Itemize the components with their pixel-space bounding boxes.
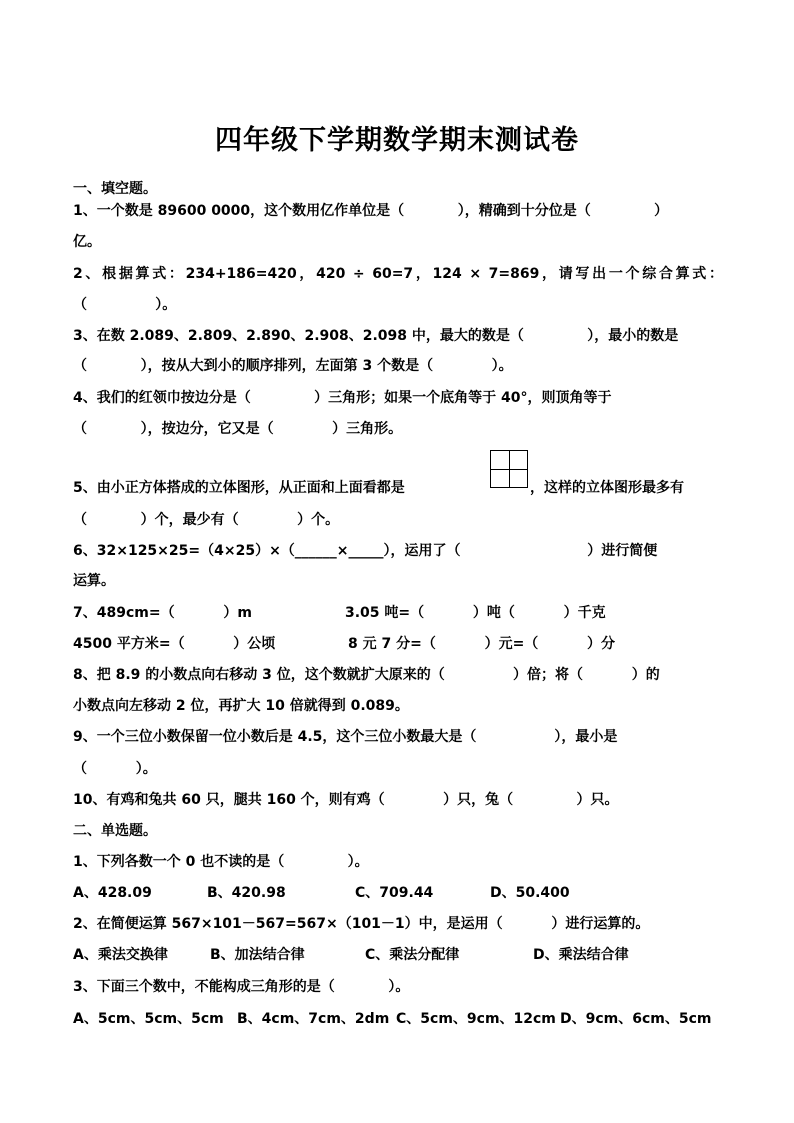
section-fill-heading: 一、填空题。	[73, 181, 157, 197]
page-title: 四年级下学期数学期末测试卷	[215, 125, 579, 156]
question-7-line-1-right: 3.05 吨=（ ）吨（ ）千克	[345, 605, 606, 621]
choice-2-option-b: B、加法结合律	[210, 947, 305, 963]
question-7-line-2-right: 8 元 7 分=（ ）元=（ ）分	[348, 636, 616, 652]
choice-2-option-d: D、乘法结合律	[533, 947, 629, 963]
question-6-line-2: 运算。	[73, 573, 115, 589]
question-3-line-2: （ ），按从大到小的顺序排列，左面第 3 个数是（ ）。	[73, 358, 513, 374]
square-grid-figure	[490, 450, 528, 488]
question-9-line-1: 9、一个三位小数保留一位小数后是 4.5，这个三位小数最大是（ ），最小是	[73, 729, 618, 745]
question-9-line-2: （ ）。	[73, 761, 157, 777]
choice-1-option-b: B、420.98	[207, 885, 286, 901]
question-3-line-1: 3、在数 2.089、2.809、2.890、2.908、2.098 中，最大的数是（ ），最小的数是	[73, 328, 679, 344]
choice-3-option-c: C、5cm、9cm、12cm	[396, 1011, 556, 1027]
question-10: 10、有鸡和兔共 60 只，腿共 160 个，则有鸡（ ）只，兔（ ）只。	[73, 792, 619, 808]
choice-2-question: 2、在简便运算 567×101－567=567×（101－1）中，是运用（ ）进行运算的。	[73, 916, 650, 932]
question-4-line-2: （ ），按边分，它又是（ ）三角形。	[73, 421, 403, 437]
grid-horizontal-divider	[491, 469, 527, 470]
choice-2-option-c: C、乘法分配律	[365, 947, 460, 963]
question-4-line-1: 4、我们的红领巾按边分是（ ）三角形；如果一个底角等于 40°，则顶角等于	[73, 390, 612, 406]
question-7-line-2-left: 4500 平方米=（ ）公顷	[73, 636, 276, 652]
choice-3-option-d: D、9cm、6cm、5cm	[560, 1011, 712, 1027]
choice-3-option-a: A、5cm、5cm、5cm	[73, 1011, 224, 1027]
choice-1-question: 1、下列各数一个 0 也不读的是（ ）。	[73, 854, 369, 870]
question-1-line-2: 亿。	[73, 234, 101, 250]
choice-1-option-a: A、428.09	[73, 885, 152, 901]
choice-1-option-c: C、709.44	[355, 885, 434, 901]
question-8-line-2: 小数点向左移动 2 位，再扩大 10 倍就得到 0.089。	[73, 698, 409, 714]
question-5-line-1-right: ，这样的立体图形最多有	[530, 480, 684, 496]
question-2-line-2: （ ）。	[73, 297, 177, 313]
question-1-line-1: 1、一个数是 89600 0000，这个数用亿作单位是（ ），精确到十分位是（ ）	[73, 203, 669, 219]
question-5-line-2: （ ）个，最少有（ ）个。	[73, 512, 340, 528]
section-choice-heading: 二、单选题。	[73, 823, 157, 839]
choice-1-option-d: D、50.400	[490, 885, 570, 901]
choice-3-option-b: B、4cm、7cm、2dm	[237, 1011, 390, 1027]
question-8-line-1: 8、把 8.9 的小数点向右移动 3 位，这个数就扩大原来的（ ）倍；将（ ）的	[73, 667, 660, 683]
question-7-line-1-left: 7、489cm=（ ）m	[73, 605, 252, 621]
question-2-line-1: 2、根据算式：234+186=420，420 ÷ 60=7，124 × 7=869，请写出一个综合算式：	[73, 266, 723, 282]
choice-2-option-a: A、乘法交换律	[73, 947, 168, 963]
choice-3-question: 3、下面三个数中，不能构成三角形的是（ ）。	[73, 979, 410, 995]
question-5-line-1-left: 5、由小正方体搭成的立体图形，从正面和上面看都是	[73, 480, 405, 496]
question-6-line-1: 6、32×125×25=（4×25）×（______×_____），运用了（ ）进行简便	[73, 543, 658, 559]
